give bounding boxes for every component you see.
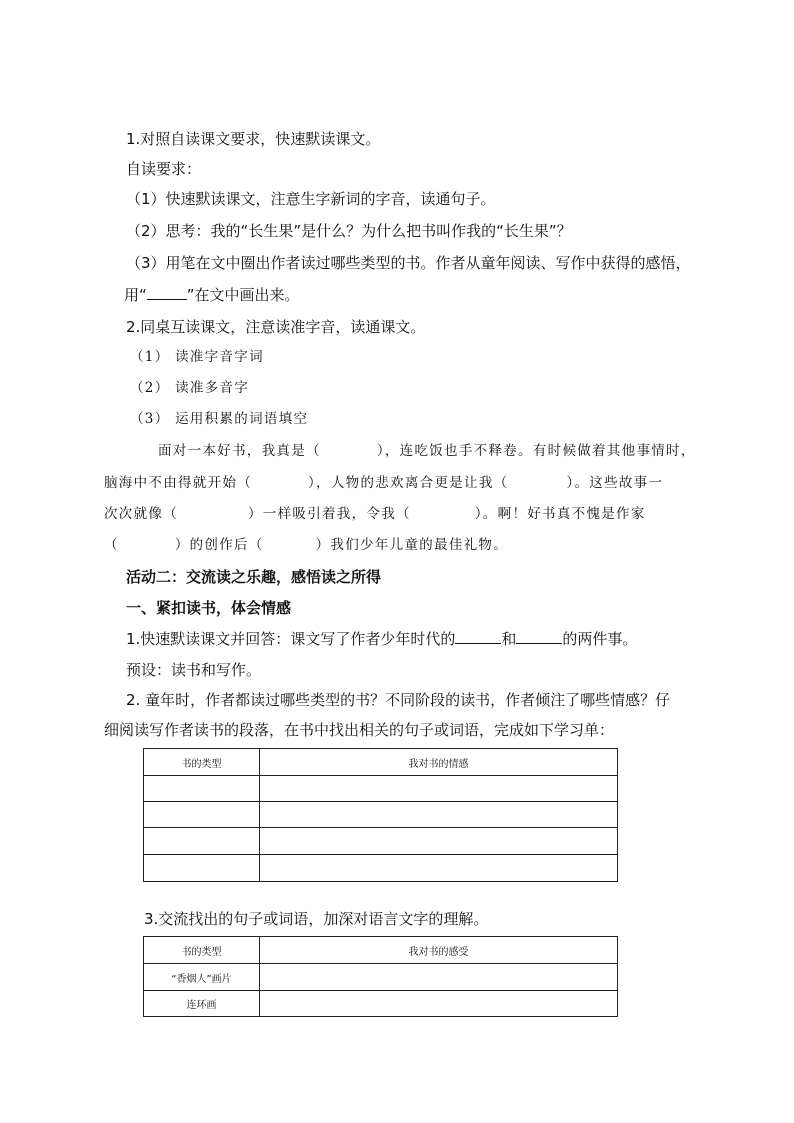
- table-cell[interactable]: [260, 776, 618, 802]
- table-cell: 连环画: [144, 991, 260, 1017]
- requirement-3-text-b: ”在文中画出来。: [186, 286, 300, 304]
- fill-text: ）一样吸引着我，令我（: [248, 506, 411, 522]
- question-text: 1.快速默读课文并回答：课文写了作者少年时代的: [126, 630, 456, 648]
- preset-answer: 预设：读书和写作。: [126, 661, 262, 679]
- fill-text: ）的创作后（: [174, 537, 264, 553]
- activity-2-question-2-line-2: 细阅读写作者读书的段落，在书中找出相关的句子或词语，完成如下学习单：: [104, 721, 615, 739]
- fill-text: （: [104, 537, 119, 553]
- requirement-1: （1）快速默读课文，注意生字新词的字音，读通句子。: [126, 190, 496, 208]
- activity-2-question-1: [126, 629, 637, 649]
- requirement-2: （2）思考：我的“长生果”是什么？为什么把书叫作我的“长生果”？: [126, 222, 572, 240]
- table-cell[interactable]: [260, 855, 618, 882]
- activity-2-title: 活动二：交流读之乐趣，感悟读之所得: [126, 568, 382, 586]
- table-row: [144, 802, 618, 828]
- table-cell[interactable]: [260, 964, 618, 991]
- table-row: [144, 776, 618, 802]
- fill-text: 脑海中不由得就开始（: [104, 475, 252, 491]
- requirement-3-line-1: （3）用笔在文中圈出作者读过哪些类型的书。作者从童年阅读、写作中获得的感悟，: [126, 254, 691, 272]
- fill-text: 面对一本好书，我真是（: [158, 443, 321, 459]
- table-header: 书的类型: [144, 937, 260, 964]
- fill-text: ），连吃饭也手不释卷。有时候做着其他事情时，: [376, 443, 696, 459]
- fill-text: ）我们少年儿童的最佳礼物。: [315, 537, 509, 553]
- activity-2-question-2-line-1: 2. 童年时，作者都读过哪些类型的书？不同阶段的读书，作者倾注了哪些情感？仔: [126, 691, 671, 709]
- question-text: 的两件事。: [562, 630, 638, 648]
- question-2: 2.同桌互读课文，注意读准字音，读通课文。: [126, 318, 426, 336]
- fill-blank-line-2: [104, 473, 663, 493]
- table-row: [144, 855, 618, 882]
- fill-text: 次次就像（: [104, 506, 178, 522]
- reading-requirements-title: 自读要求：: [126, 160, 202, 178]
- subitem-3: （3） 运用积累的词语填空: [130, 411, 309, 427]
- fill-text: ）。啊！好书真不愧是作家: [474, 506, 646, 522]
- table-cell[interactable]: [260, 802, 618, 828]
- table-cell[interactable]: [260, 991, 618, 1017]
- subitem-1: （1） 读准字音字词: [130, 349, 264, 365]
- fill-text: ），人物的悲欢离合更是让我（: [308, 475, 509, 491]
- subitem-2: （2） 读准多音字: [130, 380, 250, 396]
- table-cell[interactable]: [144, 828, 260, 855]
- activity-2-subtitle: 一、紧扣读书，体会情感: [126, 599, 292, 617]
- study-sheet-table: [143, 748, 618, 882]
- underline-blank: [147, 285, 187, 300]
- table-cell: “香烟人”画片: [144, 964, 260, 991]
- requirement-3-text-a: 用“: [124, 286, 147, 304]
- fill-blank-line-4: [104, 535, 508, 555]
- answer-blank: [516, 629, 562, 644]
- table-cell[interactable]: [260, 828, 618, 855]
- table-row: [144, 991, 618, 1017]
- fill-blank-line-3: [104, 504, 646, 524]
- question-1: 1.对照自读课文要求，快速默读课文。: [126, 130, 381, 148]
- table-cell[interactable]: [144, 855, 260, 882]
- table-row: [144, 828, 618, 855]
- feelings-table: [143, 936, 618, 1017]
- fill-text: ）。这些故事一: [566, 475, 664, 491]
- table-row: [144, 964, 618, 991]
- table-cell[interactable]: [144, 802, 260, 828]
- table-header: 书的类型: [144, 749, 260, 776]
- fill-blank-line-1: [158, 441, 696, 461]
- answer-blank: [455, 629, 501, 644]
- question-3: 3.交流找出的句子或词语，加深对语言文字的理解。: [144, 910, 489, 928]
- table-cell[interactable]: [144, 776, 260, 802]
- table-header: 我对书的情感: [260, 749, 618, 776]
- question-text: 和: [501, 630, 517, 648]
- requirement-3-line-2: [124, 285, 300, 305]
- table-header: 我对书的感受: [260, 937, 618, 964]
